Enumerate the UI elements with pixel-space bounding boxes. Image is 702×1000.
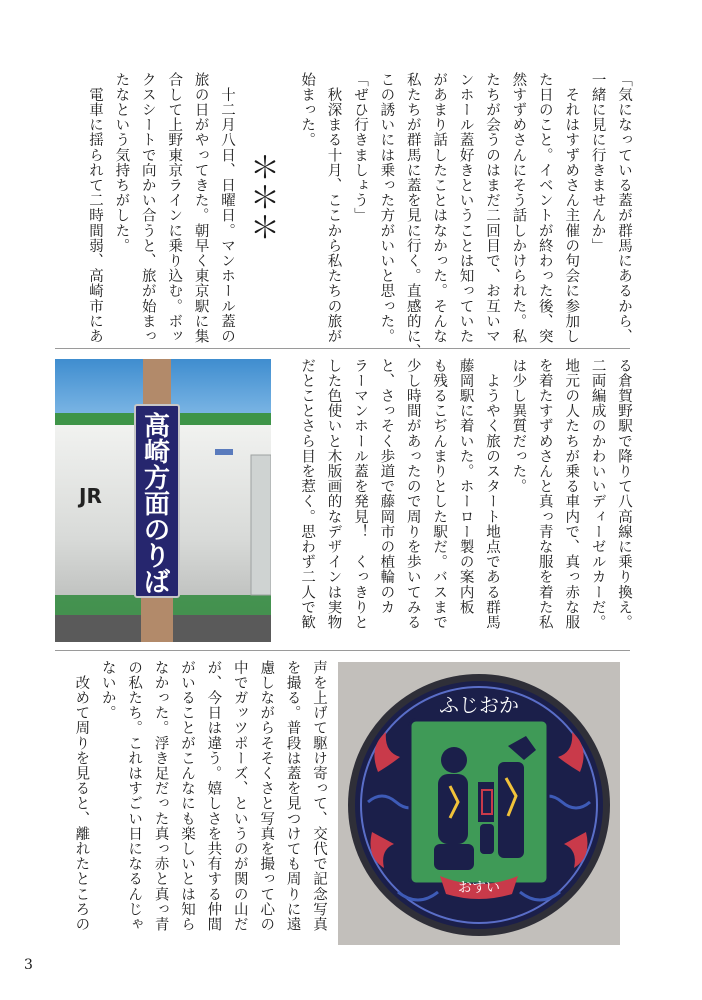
text-line: ようやく旅のスタート地点である群馬 [483, 358, 500, 630]
text-line: した色使いと木版画的なデザインは実物 [325, 358, 342, 630]
sign-text [144, 411, 171, 598]
text-line: それはすずめさん主催の句会に参加し [563, 72, 580, 344]
sign-character: 高 [143, 412, 171, 442]
text-line: 十二月八日、日曜日。マンホール蓋の [219, 72, 235, 344]
text-line: を着たすずめさんと真っ青な服を着た私 [536, 358, 553, 630]
story-text-block-1 [291, 72, 637, 359]
manhole-cover-photo [338, 662, 620, 945]
sign-character: 面 [143, 490, 171, 520]
section-divider-top [55, 348, 630, 349]
text-line: がいることがこんなにも楽しいとは知ら [178, 660, 195, 932]
text-line: ンホール蓋好きということは知っていた [457, 72, 474, 344]
text-line: 「ぜひ行きましょう」 [351, 72, 368, 223]
sign-character: ば [143, 568, 171, 598]
manhole-top-text: ふじおか [439, 693, 519, 717]
text-line: が、今日は違う。嬉しさを共有する仲間 [205, 660, 222, 932]
text-line: の私たち。これはすごい日になるんじゃ [126, 660, 143, 932]
text-line: があまり話したことはなかった。そんな [431, 72, 448, 344]
text-line: 改めて周りを見ると、離れたところの [73, 660, 90, 932]
story-text-block-3 [55, 660, 332, 950]
text-line: 私たちが群馬に蓋を見に行く。直感的に、 [404, 72, 421, 359]
text-line: 慮しながらそそくさと写真を撮って心の [258, 660, 275, 932]
text-line: 中でガッツポーズ、というのが関の山だ [231, 660, 248, 932]
text-line: たなという気持ちがした。 [113, 72, 130, 254]
jr-logo: JR [79, 484, 102, 508]
section-break-stars: ＊＊＊ [244, 152, 279, 242]
text-line: 始まった。 [299, 72, 316, 148]
text-line: 一緒に見に行きませんか」 [589, 72, 606, 254]
sign-character: 方 [143, 464, 171, 494]
story-text-block-2 [281, 358, 637, 648]
story-text-block-1b [80, 72, 240, 342]
text-line: た日のこと。イベントが終わった後、突 [536, 72, 553, 344]
text-line: なかった。浮き足だった真っ赤と真っ青 [152, 660, 169, 932]
text-line: 然すずめさんにそう話しかけられた。私 [510, 72, 527, 344]
text-line: 声を上げて駆け寄って、交代で記念写真 [311, 660, 327, 932]
text-line: だとことさら目を惹く。思わず二人で歓 [299, 358, 316, 630]
text-line: る倉賀野駅で降りて八高線に乗り換え。 [616, 358, 632, 630]
manhole-bottom-text: おすい [458, 880, 500, 896]
text-line: 合して上野東京ラインに乗り込む。ボッ [166, 72, 183, 344]
text-line: クスシートで向かい合うと、旅が始まっ [139, 72, 156, 344]
text-line: 二両編成のかわいいディーゼルカーだ。 [589, 358, 606, 630]
text-line: を撮る。普段は蓋を見つけても周りに遠 [284, 660, 301, 932]
text-line: 地元の人たちが乗る車内で、真っ赤な服 [563, 358, 580, 630]
text-line: は少し異質だった。 [510, 358, 527, 494]
text-line: 少し時間があったので周りを歩いてみる [404, 358, 421, 630]
sign-character: の [143, 516, 171, 546]
page-number: 3 [24, 957, 33, 973]
section-divider-bottom [55, 650, 630, 651]
text-line: 秋深まる十月、ここから私たちの旅が [325, 72, 342, 344]
text-line: ラーマンホール蓋を発見！ くっきりと [351, 358, 368, 630]
text-line: ないか。 [99, 660, 116, 721]
text-line: この誘いには乗った方がいいと思った。 [378, 72, 395, 344]
text-line: たちが会うのはまだ二回目で、お互いマ [483, 72, 500, 344]
text-line: 「気になっている蓋が群馬にあるから、 [616, 72, 632, 344]
text-line: 旅の日がやってきた。朝早く東京駅に集 [192, 72, 209, 344]
sign-character: 崎 [143, 438, 171, 468]
text-line: も残るこぢんまりとした駅だ。バスまで [431, 358, 448, 630]
text-line: 藤岡駅に着いた。ホーロー製の案内板 [457, 358, 474, 615]
sign-character: り [143, 542, 171, 572]
text-line: と、さっそく歩道で藤岡市の植輪のカ [378, 358, 395, 615]
station-sign-photo [55, 359, 271, 642]
text-line: 電車に揺られて二時間弱、高崎市にあ [86, 72, 103, 344]
